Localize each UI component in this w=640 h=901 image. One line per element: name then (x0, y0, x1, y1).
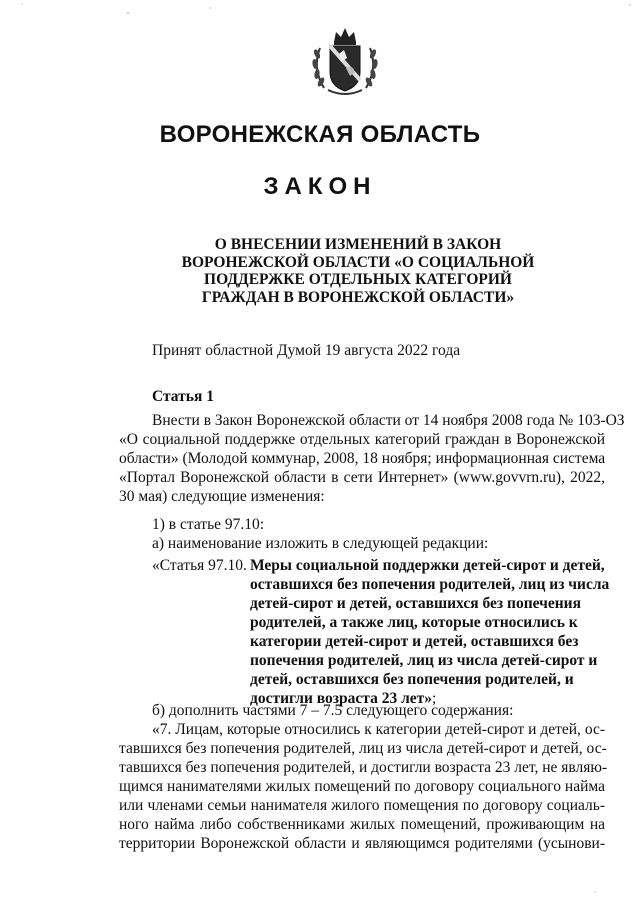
quote-line: Меры социальной поддержки детей-сирот и детей, (250, 557, 605, 574)
body-line: щимся нанимателями жилых помещений по договору социального найма (119, 778, 605, 795)
voronezh-coat-of-arms-icon (310, 24, 380, 96)
adoption-note: Принят областной Думой 19 августа 2022 года (152, 342, 461, 359)
quote-line: достигли возраста 23 лет» (250, 690, 433, 707)
body-line: ного найма либо собственниками жилых помещений, проживающим на (119, 816, 605, 833)
quote-line: детей, оставшихся без попечения родителей, и (250, 671, 574, 688)
law-title (0, 236, 640, 306)
body-line: или членами семьи нанимателя жилого помещения по договору социаль- (119, 797, 605, 814)
quote-line: оставшихся без попечения родителей, лиц из числа (250, 576, 610, 593)
law-title-line: ПОДДЕРЖКЕ ОТДЕЛЬНЫХ КАТЕГОРИЙ (204, 271, 512, 288)
body-line: «7. Лицам, которые относились к категории детей-сирот и детей, ос- (152, 721, 605, 738)
law-title-line: ГРАЖДАН В ВОРОНЕЖСКОЙ ОБЛАСТИ» (201, 288, 515, 306)
intro-line: 30 мая) следующие изменения: (119, 488, 325, 505)
intro-line: «О социальной поддержке отдельных категорий граждан в Воронежской (119, 431, 605, 448)
list-item-a: а) наименование изложить в следующей редакции: (152, 535, 489, 552)
document-type: ЗАКОН (263, 173, 377, 200)
quote-prefix: «Статья 97.10. (152, 557, 247, 574)
intro-line: Внести в Закон Воронежской области от 14 ноября 2008 года № 103-ОЗ (152, 412, 625, 429)
quote-line: категории детей-сирот и детей, оставшихся без (250, 633, 579, 650)
body-line: тавшихся без попечения родителей, и достигли возраста 23 лет, не являю- (119, 759, 608, 776)
law-title-line: О ВНЕСЕНИИ ИЗМЕНЕНИЙ В ЗАКОН (214, 236, 502, 253)
list-item-1: 1) в статье 97.10: (152, 516, 265, 533)
intro-line: «Портал Воронежской области в сети Интернет» (www.govvrn.ru), 2022, (119, 469, 605, 486)
article-heading: Статья 1 (152, 388, 214, 405)
quote-line: родителей, а также лиц, которые относились к (250, 614, 578, 631)
body-line: территории Воронежской области и являющимся родителями (усынови- (119, 835, 605, 852)
list-item-b: б) дополнить частями 7 – 7.5 следующего содержания: (152, 702, 514, 719)
quote-suffix: ; (432, 690, 437, 707)
law-title-line: ВОРОНЕЖСКОЙ ОБЛАСТИ «О СОЦИАЛЬНОЙ (181, 253, 535, 271)
quote-line: детей-сирот и детей, оставшихся без попечения (250, 595, 581, 612)
quote-line: попечения родителей, лиц из числа детей-сирот и (250, 652, 598, 669)
body-line: тавшихся без попечения родителей, лиц из числа детей-сирот и детей, ос- (119, 740, 607, 757)
intro-line: области» (Молодой коммунар, 2008, 18 ноября; информационная система (119, 450, 606, 467)
region-name: ВОРОНЕЖСКАЯ ОБЛАСТЬ (159, 121, 481, 148)
